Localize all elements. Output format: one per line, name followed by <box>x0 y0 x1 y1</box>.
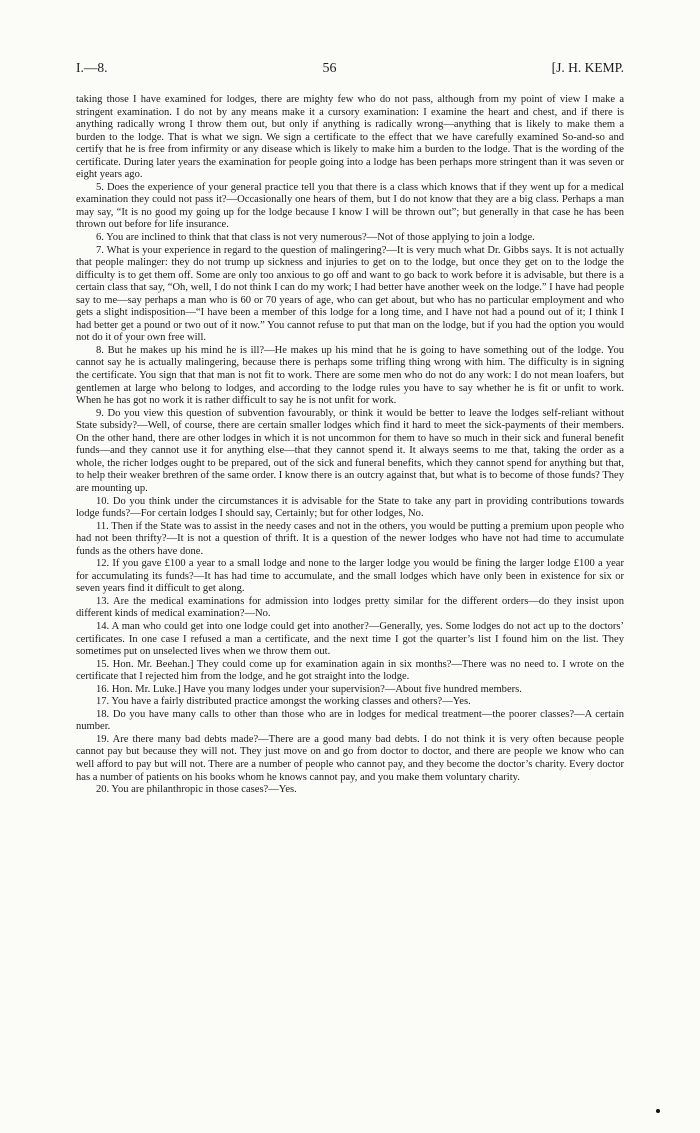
page-number: 56 <box>322 61 337 76</box>
question-18: 18. Do you have many calls to other than those who are in lodges for medical treatment—the poorer classes?—A certain number. <box>76 708 624 733</box>
question-10: 10. Do you think under the circumstances it is advisable for the State to take any part in providing contributions towards lodge funds?—For certain lodges I should say, Certainly; but for other lodges, No. <box>76 495 624 520</box>
question-12: 12. If you gave £100 a year to a small lodge and none to the larger lodge you would be fining the larger lodge £100 a year for accumulating its funds?—It has had time to accumulate, and the small lodges which have only been in existence for six or seven years find it difficult to get along. <box>76 558 624 595</box>
header-witness: [J. H. KEMP. <box>551 60 624 75</box>
question-5: 5. Does the experience of your general practice tell you that there is a class which knows that if they went up for a medical examination they could not pass it?—Occasionally one hears of them, but I do not know that they are a big class. Perhaps a man may say, “It is no good my going up for the lodge because I know I will be thrown out”; but generally in that case he has been thrown out before for life insurance. <box>76 181 624 231</box>
question-20: 20. You are philanthropic in those cases?—Yes. <box>96 784 297 796</box>
question-8: 8. But he makes up his mind he is ill?—He makes up his mind that he is going to have something out of the lodge. You cannot say he is actually malingering, because there is perhaps some trifling thing wrong with him. The difficulty is in signing the certificate. You sign that that man is not fit to work. There are some men who do not do any work: I do not mean loafers, but gentlemen at large who belong to lodges, and according to the lodge rules you have to say whether he is fit or unfit to work. When he has got no work it is rather difficult to say he is not unfit for work. <box>76 344 624 407</box>
header-reference: I.—8. <box>76 60 108 75</box>
page-header <box>76 60 624 94</box>
paragraph-continued: taking those I have examined for lodges, there are mighty few who do not pass, although from my point of view I make a stringent examination. I do not by any means make it a cursory examination: I examine the heart and chest, and if there is anything radically wrong I throw them out, but only if anything is radically wrong—anything that is likely to make them a burden to the lodge. That is what we sign. We sign a certificate to the effect that we have carefully examined So-and-so and certify that he is free from infirmity or any disease which is likely to make him a burden to the lodge. That is the wording of the certificate. During later years the examination for people going into a lodge has been perhaps more stringent than it was seven or eight years ago. <box>76 94 624 181</box>
question-16: 16. Hon. Mr. Luke.] Have you many lodges under your supervision?—About five hundred members. <box>96 683 522 695</box>
page-mark <box>656 1109 660 1113</box>
question-17: 17. You have a fairly distributed practice amongst the working classes and others?—Yes. <box>96 696 471 708</box>
question-19: 19. Are there many bad debts made?—There are a good many bad debts. I do not think it is very often because people cannot pay but because they will not. They just move on and go from doctor to doctor, and there are people we know who can well afford to pay but will not. There are a number of people who cannot pay, and they become the doctor’s charity. Every doctor has a number of patients on his books whom he knows cannot pay, and you make them voluntary charity. <box>76 733 624 783</box>
question-13: 13. Are the medical examinations for admission into lodges pretty similar for the different orders—do they insist upon different kinds of medical examination?—No. <box>76 595 624 620</box>
question-11: 11. Then if the State was to assist in the needy cases and not in the others, you would be putting a premium upon people who had not been thrifty?—It is not a question of thrift. It is a question of the newer lodges who have not had time to accumulate funds as the others have done. <box>76 520 624 557</box>
question-6: 6. You are inclined to think that that class is not very numerous?—Not of those applying to join a lodge. <box>96 232 535 244</box>
question-15: 15. Hon. Mr. Beehan.] They could come up for examination again in six months?—There was no need to. I wrote on the certificate that I rejected him from the lodge, and he got straight into the lodge. <box>76 658 624 683</box>
document-body <box>76 94 624 797</box>
question-7: 7. What is your experience in regard to the question of malingering?—It is very much what Dr. Gibbs says. It is not actually that people malinger: they do not trump up sickness and injuries to get on to the lodge, but once they get on to the lodge the difficulty is to get them off. Some are only too anxious to go off and want to go back to work before it is advisable, but there is a certain class that say, “Oh, well, I do not think I can do my work; I had better have another week on the lodge.” I have had people say to me—say perhaps a man who is 60 or 70 years of age, who can get about, but who has no particular employment and who gets a slight indisposition—“I have been a member of this lodge for a long time, and I have not had a pound out of it; I think I had better get a pound or two out of it now.” You cannot refuse to put that man on the lodge, but if you had the option you would not do it of your own free will. <box>76 244 624 344</box>
question-14: 14. A man who could get into one lodge could get into another?—Generally, yes. Some lodges do not act up to the doctors’ certificates. In one case I refused a man a certificate, and the next time I got the quarter’s list I found him on the list. They sometimes put on unselected lives when we throw them out. <box>76 620 624 658</box>
question-9: 9. Do you view this question of subvention favourably, or think it would be better to leave the lodges self-reliant without State subsidy?—Well, of course, there are certain smaller lodges which find it hard to meet the sick-payments of their members. On the other hand, there are other lodges in which it is not uncommon for them to have so much in their sick and funeral benefit funds—and they cannot use it for anything else—that they cannot spend it. It always seems to me that, taking the order as a whole, the richer lodges ought to be prepared, out of the sick and funeral benefits, which they cannot spend for anything but that, to help their weaker brethren of the same order. I know there is an outcry against that, but what is to become of those funds? They are mounting up. <box>76 407 624 494</box>
